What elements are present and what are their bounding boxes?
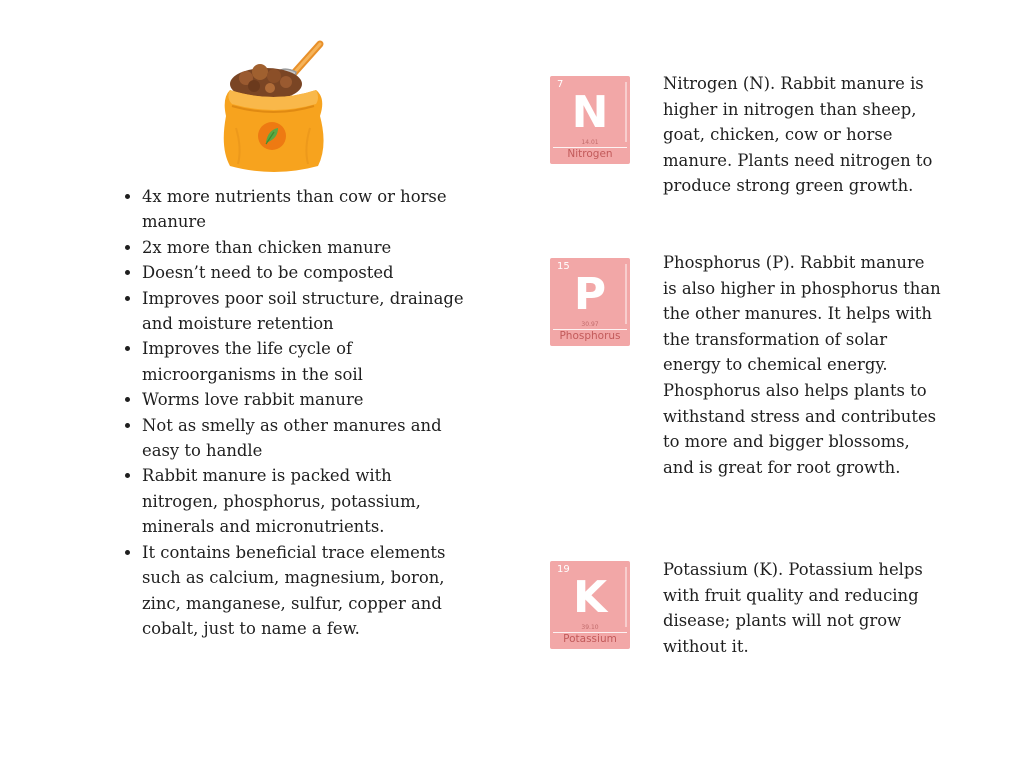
atomic-number: 19: [557, 564, 570, 575]
list-item: • 4x more nutrients than cow or horse manure: [142, 184, 472, 235]
list-item: • Worms love rabbit manure: [142, 387, 472, 412]
element-symbol: K: [572, 572, 608, 623]
atomic-mass: 39.10: [581, 624, 599, 631]
atomic-number: 7: [557, 79, 564, 90]
element-name: Nitrogen: [567, 148, 613, 160]
element-symbol: N: [571, 87, 609, 138]
phosphorus-tile: [550, 258, 630, 346]
benefits-list: [118, 184, 472, 641]
potassium-tile: [550, 561, 630, 649]
list-item: • Improves poor soil structure, drainage and moisture retention: [142, 286, 472, 337]
atomic-mass: 14.01: [581, 139, 599, 146]
list-item: • Rabbit manure is packed with nitrogen, phosphorus, potassium, minerals and micronutrients.: [142, 463, 472, 539]
nitrogen-description: Nitrogen (N). Rabbit manure is higher in nitrogen than sheep, goat, chicken, cow or horse manure. Plants need nitrogen to produce strong green growth.: [663, 74, 933, 196]
atomic-number: 15: [557, 261, 570, 272]
phosphorus-description: Phosphorus (P). Rabbit manure is also higher in phosphorus than the other manures. It helps with the transformation of solar energy to chemical energy. Phosphorus also helps plants to withstand stress and contributes to more and bigger blossoms, and is great for root growth.: [663, 253, 941, 477]
list-item: • Not as smelly as other manures and easy to handle: [142, 413, 472, 464]
fertilizer-bag-icon: [216, 38, 332, 176]
element-symbol: P: [573, 269, 607, 320]
element-name: Phosphorus: [559, 330, 621, 342]
list-item: • Improves the life cycle of microorganisms in the soil: [142, 336, 472, 387]
list-item: • 2x more than chicken manure: [142, 235, 472, 260]
atomic-mass: 30.97: [581, 321, 599, 328]
list-item: • Doesn’t need to be composted: [142, 260, 472, 285]
element-name: Potassium: [563, 633, 617, 645]
list-item: • It contains beneficial trace elements such as calcium, magnesium, boron, zinc, manganese, sulfur, copper and cobalt, just to name a few.: [142, 540, 472, 642]
potassium-description: Potassium (K). Potassium helps with fruit quality and reducing disease; plants will not grow without it.: [663, 560, 923, 656]
nitrogen-tile: [550, 76, 630, 164]
